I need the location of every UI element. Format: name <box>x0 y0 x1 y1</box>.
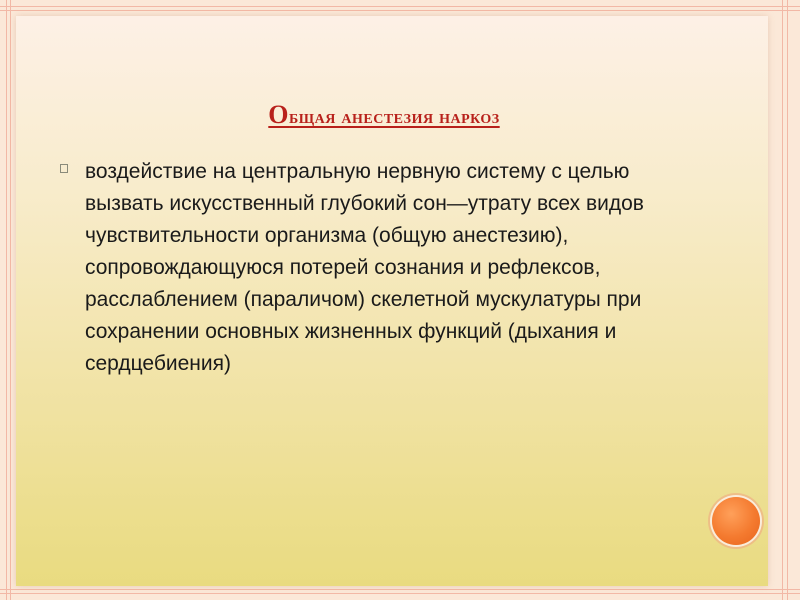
slide-title <box>16 100 752 130</box>
frame-line-right-outer <box>787 0 788 600</box>
frame-line-bottom-inner <box>0 589 800 590</box>
frame-line-left-inner <box>10 0 11 600</box>
frame-line-bottom-outer <box>0 593 800 594</box>
square-bullet-icon <box>60 164 68 173</box>
orange-circle-icon <box>712 497 760 545</box>
bullet-list-item <box>60 156 700 380</box>
frame-line-top-outer <box>0 6 800 7</box>
frame-line-right-inner <box>782 0 783 600</box>
slide-title-first-letter: О <box>268 100 290 129</box>
slide-title-rest: бщая анестезия наркоз <box>289 106 500 128</box>
bullet-text: воздействие на центральную нервную систему с целью вызвать искусственный глубокий сон—утрату всех видов чувствительности организма (общую анестезию), сопровождающуюся потерей сознания и рефлексов, расслаблением (параличом) скелетной мускулатуры при сохранении основных жизненных функций (дыхания и сердцебиения) <box>85 160 644 375</box>
slide-panel <box>16 16 768 586</box>
frame-line-top-inner <box>0 10 800 11</box>
frame-line-left-outer <box>6 0 7 600</box>
